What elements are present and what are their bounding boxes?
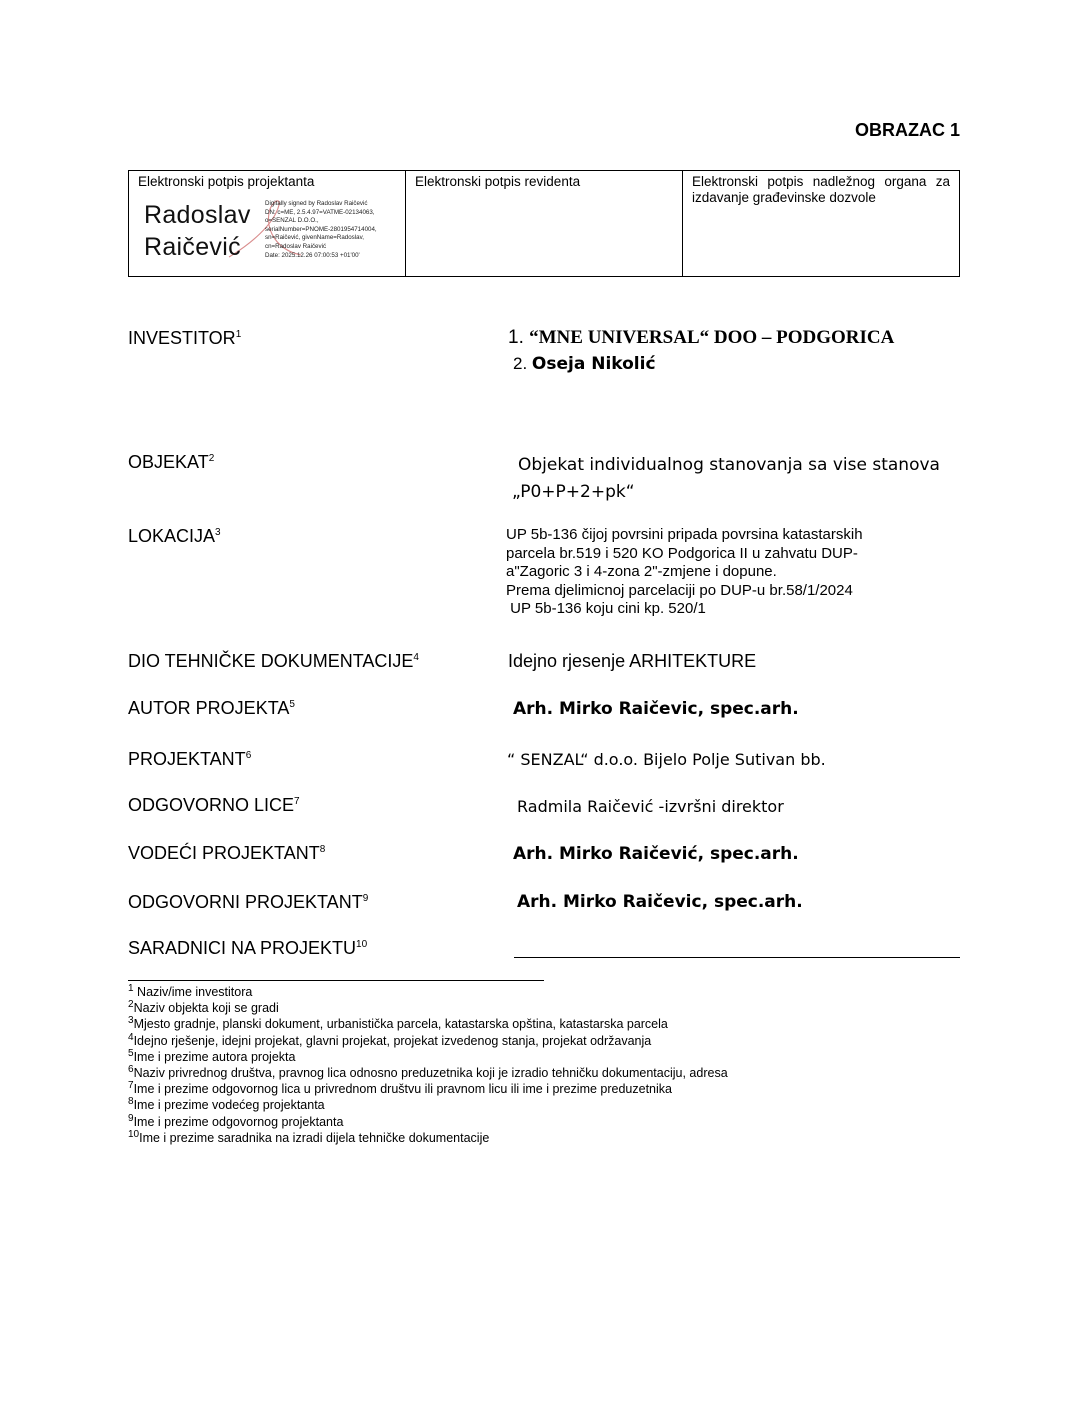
cert-line: Digitally signed by Radoslav Raičević (265, 200, 368, 207)
signer-first-name: Radoslav (144, 201, 251, 229)
autor-value: Arh. Mirko Raičevic, spec.arh. (513, 699, 799, 719)
footnote: $^2$Naziv objekta koji se gradi (128, 999, 279, 1016)
cert-line: sn=Raičević, givenName=Radoslav, (265, 234, 364, 242)
cert-line: serialNumber=PNOME-2801954714004, (265, 225, 377, 233)
lokacija-value (506, 526, 863, 619)
signature-cell-authority-label: Elektronski potpis nadležnog organa za izdavanje građevinske dozvole (692, 174, 950, 205)
saradnici-label: SARADNICI NA PROJEKTU$^{10}$ (128, 938, 368, 958)
investitor-value-2: 2. Oseja Nikolić (513, 354, 656, 374)
form-title: OBRAZAC 1 (854, 120, 960, 140)
footnote: $^6$Naziv privrednog društva, pravnog lica odnosno preduzetnika koji je izradio tehničku dokumentaciju, adresa (128, 1063, 728, 1081)
investitor-value-1: 1. “MNE UNIVERSAL“ DOO – PODGORICA (508, 327, 895, 348)
objekat-line: „P0+P+2+pk“ (512, 482, 635, 502)
footnote: $^5$Ime i prezime autora projekta (128, 1047, 296, 1064)
cert-line: DN: c=ME, 2.5.4.97=VATME-02134063, (265, 208, 375, 216)
signature-cell-reviewer (406, 171, 683, 276)
odgovorni-label: ODGOVORNI PROJEKTANT$^9$ (128, 892, 369, 912)
signature-cell-designer-label: Elektronski potpis projektanta (138, 174, 315, 189)
cert-line: cn=Radoslav Raičević (265, 242, 327, 250)
odgovorno-lice-value: Radmila Raičević -izvršni direktor (517, 797, 784, 816)
lokacija-label: LOKACIJA$^3$ (128, 526, 221, 546)
lokacija-line: parcela br.519 i 520 KO Podgorica II u zahvatu DUP- (506, 544, 858, 562)
projektant-label: PROJEKTANT$^6$ (128, 749, 252, 769)
objekat-line: Objekat individualnog stanovanja sa vise stanova (518, 455, 940, 475)
vodeci-value: Arh. Mirko Raičević, spec.arh. (513, 844, 799, 864)
signature-table (128, 170, 960, 277)
footnote: $^7$Ime i prezime odgovornog lica u privrednom društvu ili pravnom licu ili ime i prezime preduzetnika (128, 1080, 672, 1097)
footnote: $^3$Mjesto gradnje, planski dokument, urbanistička parcela, katastarska opština, katastarska parcela (128, 1015, 668, 1032)
odgovorno-lice-label: ODGOVORNO LICE$^7$ (128, 795, 300, 815)
footnote: $^{10}$Ime i prezime saradnika na izradi dijela tehničke dokumentacije (128, 1128, 490, 1145)
saradnici-blank-line (514, 957, 960, 958)
lokacija-line: a"Zagoric 3 i 4-zona 2"-zmjene i dopune. (506, 563, 777, 580)
footnote-separator (128, 980, 544, 981)
odgovorni-value: Arh. Mirko Raičevic, spec.arh. (517, 892, 803, 912)
lokacija-line: UP 5b-136 čijoj povrsini pripada povrsina katastarskih (506, 526, 863, 543)
cert-line: o=SENZAL D.O.O., (265, 217, 319, 225)
objekat-value (512, 452, 940, 506)
footnote: $^1$ Naziv/ime investitora (128, 982, 253, 999)
investitor-label: INVESTITOR$^1$ (128, 328, 242, 348)
autor-label: AUTOR PROJEKTA$^5$ (128, 698, 295, 718)
signature-cell-reviewer-label: Elektronski potpis revidenta (415, 174, 581, 189)
signature-cell-authority (683, 171, 959, 276)
certificate-details (265, 200, 377, 260)
projektant-value: “ SENZAL“ d.o.o. Bijelo Polje Sutivan bb. (507, 750, 826, 769)
lokacija-line: Prema djelimicnoj parcelaciji po DUP-u br.58/1/2024 (506, 581, 853, 599)
cert-line: Date: 2025.12.26 07:00:53 +01'00' (265, 251, 360, 259)
footnote: $^4$Idejno rješenje, idejni projekat, glavni projekat, projekat izvedenog stanja, projekat održavanja (128, 1031, 652, 1048)
footnote: $^8$Ime i prezime vodećeg projektanta (128, 1096, 325, 1113)
footnotes (128, 984, 728, 1146)
vodeci-label: VODEĆI PROJEKTANT$^8$ (128, 843, 326, 863)
signature-cell-designer (129, 171, 406, 276)
lokacija-line: UP 5b-136 koju cini kp. 520/1 (506, 600, 706, 617)
dio-value: Idejno rjesenje ARHITEKTURE (508, 651, 757, 671)
objekat-label: OBJEKAT$^2$ (128, 452, 215, 472)
footnote: $^9$Ime i prezime odgovornog projektanta (128, 1112, 344, 1129)
signer-last-name: Raičević (144, 233, 241, 261)
dio-label: DIO TEHNIČKE DOKUMENTACIJE$^4$ (128, 651, 419, 671)
